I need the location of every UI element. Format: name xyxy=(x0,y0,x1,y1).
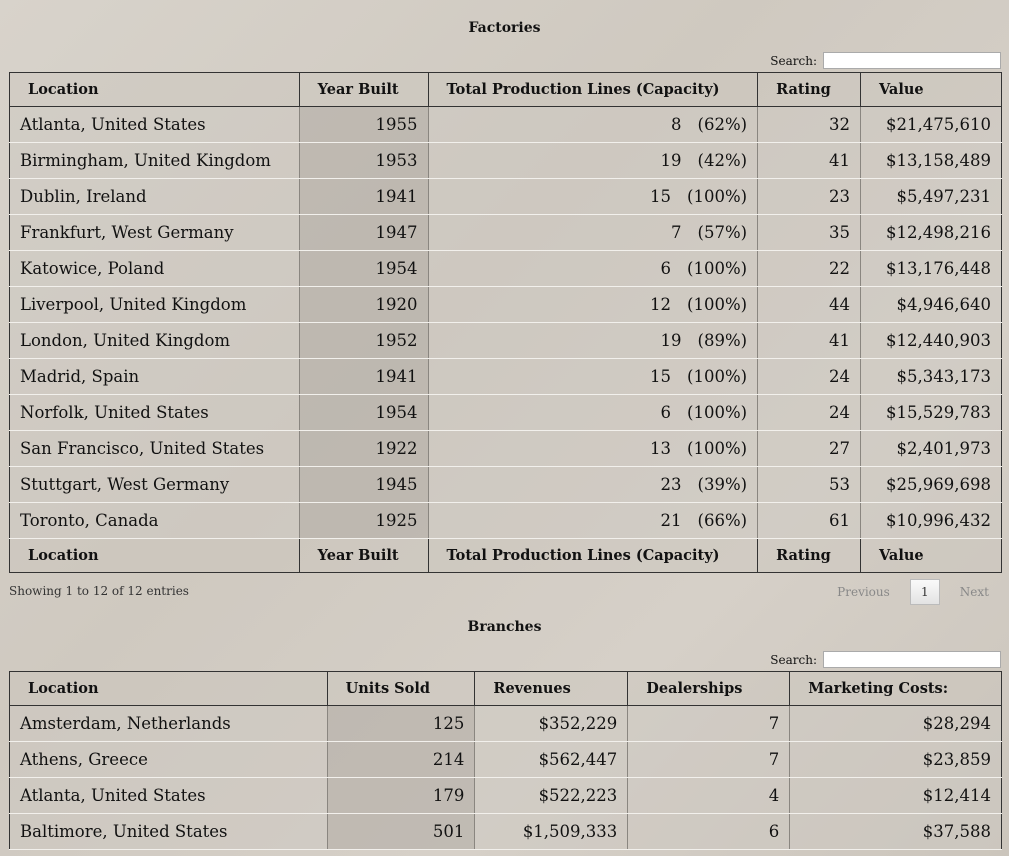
capacity-percent: (39%) xyxy=(697,475,748,494)
production-lines: 23 xyxy=(660,475,682,494)
value-cell: $5,497,231 xyxy=(861,179,1002,215)
dealerships-cell: 4 xyxy=(628,778,790,814)
location-cell: San Francisco, United States xyxy=(10,431,300,467)
location-cell: London, United Kingdom xyxy=(10,323,300,359)
table-row xyxy=(10,467,1002,503)
location-cell: Frankfurt, West Germany xyxy=(10,215,300,251)
branches-col-units-sold[interactable]: Units Sold xyxy=(327,672,475,706)
factories-info: Showing 1 to 12 of 12 entries xyxy=(9,584,189,598)
factories-foot-value[interactable]: Value xyxy=(861,539,1002,573)
capacity-percent: (100%) xyxy=(687,259,748,278)
factories-footer-row xyxy=(10,539,1002,573)
production-lines: 12 xyxy=(650,295,672,314)
production-lines: 6 xyxy=(660,259,672,278)
dealerships-cell: 7 xyxy=(628,706,790,742)
location-cell: Stuttgart, West Germany xyxy=(10,467,300,503)
location-cell: Madrid, Spain xyxy=(10,359,300,395)
next-button[interactable]: Next xyxy=(959,585,989,599)
factories-foot-rating[interactable]: Rating xyxy=(758,539,861,573)
rating-cell: 53 xyxy=(758,467,861,503)
rating-cell: 23 xyxy=(758,179,861,215)
table-row xyxy=(10,359,1002,395)
table-row xyxy=(10,143,1002,179)
marketing-cell: $37,588 xyxy=(790,814,1002,850)
table-row xyxy=(10,814,1002,850)
factories-search xyxy=(770,52,1001,69)
value-cell: $21,475,610 xyxy=(861,107,1002,143)
factories-search-input[interactable] xyxy=(823,52,1001,69)
location-cell: Dublin, Ireland xyxy=(10,179,300,215)
production-cell xyxy=(428,359,758,395)
factories-title: Factories xyxy=(468,20,541,36)
production-cell xyxy=(428,503,758,539)
location-cell: Athens, Greece xyxy=(10,742,328,778)
factories-foot-year-built[interactable]: Year Built xyxy=(299,539,428,573)
production-cell xyxy=(428,287,758,323)
location-cell: Atlanta, United States xyxy=(10,107,300,143)
revenues-cell: $522,223 xyxy=(475,778,628,814)
branches-title: Branches xyxy=(467,619,542,635)
value-cell: $13,176,448 xyxy=(861,251,1002,287)
marketing-cell: $28,294 xyxy=(790,706,1002,742)
branches-col-marketing[interactable]: Marketing Costs: xyxy=(790,672,1002,706)
units-sold-cell: 501 xyxy=(327,814,475,850)
production-cell xyxy=(428,395,758,431)
year-built-cell: 1922 xyxy=(299,431,428,467)
dealerships-cell: 7 xyxy=(628,742,790,778)
revenues-cell: $562,447 xyxy=(475,742,628,778)
capacity-percent: (62%) xyxy=(697,115,748,134)
rating-cell: 44 xyxy=(758,287,861,323)
rating-cell: 61 xyxy=(758,503,861,539)
rating-cell: 27 xyxy=(758,431,861,467)
location-cell: Amsterdam, Netherlands xyxy=(10,706,328,742)
location-cell: Toronto, Canada xyxy=(10,503,300,539)
table-row xyxy=(10,742,1002,778)
branches-search xyxy=(770,651,1001,668)
production-cell xyxy=(428,215,758,251)
production-lines: 8 xyxy=(671,115,682,134)
table-row xyxy=(10,706,1002,742)
marketing-cell: $23,859 xyxy=(790,742,1002,778)
value-cell: $12,498,216 xyxy=(861,215,1002,251)
units-sold-cell: 214 xyxy=(327,742,475,778)
location-cell: Katowice, Poland xyxy=(10,251,300,287)
units-sold-cell: 125 xyxy=(327,706,475,742)
marketing-cell: $12,414 xyxy=(790,778,1002,814)
dealerships-cell: 6 xyxy=(628,814,790,850)
capacity-percent: (100%) xyxy=(687,367,748,386)
location-cell: Baltimore, United States xyxy=(10,814,328,850)
production-cell xyxy=(428,431,758,467)
factories-search-label: Search: xyxy=(770,53,817,68)
rating-cell: 24 xyxy=(758,395,861,431)
location-cell: Birmingham, United Kingdom xyxy=(10,143,300,179)
table-row xyxy=(10,395,1002,431)
year-built-cell: 1925 xyxy=(299,503,428,539)
table-row xyxy=(10,215,1002,251)
units-sold-cell: 179 xyxy=(327,778,475,814)
value-cell: $10,996,432 xyxy=(861,503,1002,539)
factories-pagination xyxy=(837,579,989,605)
year-built-cell: 1955 xyxy=(299,107,428,143)
factories-col-rating[interactable]: Rating xyxy=(758,73,861,107)
table-row xyxy=(10,778,1002,814)
year-built-cell: 1952 xyxy=(299,323,428,359)
production-lines: 15 xyxy=(650,367,672,386)
capacity-percent: (100%) xyxy=(687,187,748,206)
production-cell xyxy=(428,179,758,215)
branches-search-label: Search: xyxy=(770,652,817,667)
branches-col-location[interactable]: Location xyxy=(10,672,328,706)
rating-cell: 41 xyxy=(758,323,861,359)
rating-cell: 41 xyxy=(758,143,861,179)
branches-col-dealerships[interactable]: Dealerships xyxy=(628,672,790,706)
factories-foot-location[interactable]: Location xyxy=(10,539,300,573)
production-lines: 15 xyxy=(650,187,672,206)
capacity-percent: (57%) xyxy=(697,223,748,242)
production-lines: 19 xyxy=(660,151,682,170)
factories-col-value[interactable]: Value xyxy=(861,73,1002,107)
value-cell: $5,343,173 xyxy=(861,359,1002,395)
table-row xyxy=(10,323,1002,359)
revenues-cell: $352,229 xyxy=(475,706,628,742)
year-built-cell: 1953 xyxy=(299,143,428,179)
production-lines: 6 xyxy=(660,403,672,422)
factories-table xyxy=(9,72,1002,573)
year-built-cell: 1941 xyxy=(299,179,428,215)
revenues-cell: $1,509,333 xyxy=(475,814,628,850)
branches-col-revenues[interactable]: Revenues xyxy=(475,672,628,706)
production-lines: 13 xyxy=(650,439,672,458)
location-cell: Liverpool, United Kingdom xyxy=(10,287,300,323)
factories-col-location[interactable]: Location xyxy=(10,73,300,107)
branches-table xyxy=(9,671,1002,850)
year-built-cell: 1941 xyxy=(299,359,428,395)
factories-col-production[interactable]: Total Production Lines (Capacity) xyxy=(428,73,758,107)
value-cell: $2,401,973 xyxy=(861,431,1002,467)
year-built-cell: 1954 xyxy=(299,251,428,287)
location-cell: Atlanta, United States xyxy=(10,778,328,814)
rating-cell: 24 xyxy=(758,359,861,395)
rating-cell: 35 xyxy=(758,215,861,251)
previous-button[interactable]: Previous xyxy=(837,585,890,599)
value-cell: $13,158,489 xyxy=(861,143,1002,179)
production-cell xyxy=(428,107,758,143)
table-row xyxy=(10,179,1002,215)
production-cell xyxy=(428,323,758,359)
production-lines: 7 xyxy=(671,223,682,242)
year-built-cell: 1920 xyxy=(299,287,428,323)
production-cell xyxy=(428,467,758,503)
factories-foot-production[interactable]: Total Production Lines (Capacity) xyxy=(428,539,758,573)
production-lines: 21 xyxy=(660,511,682,530)
rating-cell: 32 xyxy=(758,107,861,143)
production-cell xyxy=(428,251,758,287)
production-cell xyxy=(428,143,758,179)
table-row xyxy=(10,107,1002,143)
table-row xyxy=(10,251,1002,287)
value-cell: $4,946,640 xyxy=(861,287,1002,323)
value-cell: $15,529,783 xyxy=(861,395,1002,431)
factories-header-row xyxy=(10,73,1002,107)
table-row xyxy=(10,287,1002,323)
capacity-percent: (66%) xyxy=(697,511,748,530)
year-built-cell: 1947 xyxy=(299,215,428,251)
table-row xyxy=(10,431,1002,467)
page-1-button[interactable]: 1 xyxy=(910,579,940,605)
capacity-percent: (89%) xyxy=(697,331,748,350)
year-built-cell: 1954 xyxy=(299,395,428,431)
table-row xyxy=(10,503,1002,539)
rating-cell: 22 xyxy=(758,251,861,287)
capacity-percent: (100%) xyxy=(687,403,748,422)
factories-col-year-built[interactable]: Year Built xyxy=(299,73,428,107)
year-built-cell: 1945 xyxy=(299,467,428,503)
value-cell: $25,969,698 xyxy=(861,467,1002,503)
location-cell: Norfolk, United States xyxy=(10,395,300,431)
capacity-percent: (100%) xyxy=(687,295,748,314)
value-cell: $12,440,903 xyxy=(861,323,1002,359)
branches-header-row xyxy=(10,672,1002,706)
production-lines: 19 xyxy=(660,331,682,350)
capacity-percent: (42%) xyxy=(697,151,748,170)
branches-search-input[interactable] xyxy=(823,651,1001,668)
capacity-percent: (100%) xyxy=(687,439,748,458)
